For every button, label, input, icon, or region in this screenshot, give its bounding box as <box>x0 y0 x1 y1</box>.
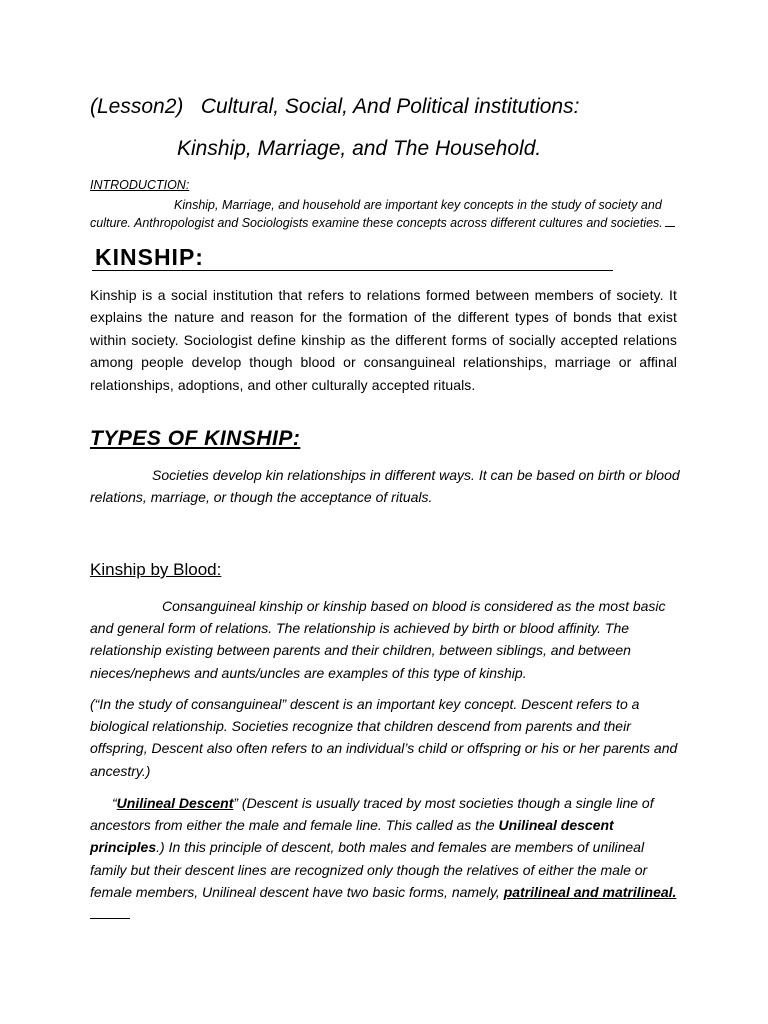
trailing-underline <box>90 906 130 919</box>
types-of-kinship-text: Societies develop kin relationships in different ways. It can be based on birth or blood relations, marriage, or though the acceptance of rituals. <box>90 467 680 506</box>
descent-forms-term: patrilineal and matrilineal. <box>503 883 677 900</box>
kinship-by-blood-text: Consanguineal kinship or kinship based on blood is considered as the most basic and general form of relations. The relationship is achieved by birth or blood affinity. The relationship existing between parents and their children, between siblings, and between nieces/nephews and aunts/uncles are examples of this type of kinship. <box>90 598 666 681</box>
unilineal-text-1: ” (Descent is usually traced by most societies though a single line of ancestors from either the male and female line. This called as the <box>90 795 654 834</box>
introduction-text <box>90 196 680 232</box>
unilineal-descent-paragraph <box>90 792 680 925</box>
kinship-heading: KINSHIP: <box>92 244 613 271</box>
kinship-paragraph: Kinship is a social institution that refers to relations formed between members of society. It explains the nature and reason for the formation of the different types of bonds that exist within society. Sociologist define kinship as the different forms of socially accepted relations among people develop though blood or consanguineal relationships, marriage or affinal relationships, adoptions, and other culturally accepted rituals. <box>90 287 677 393</box>
open-quote: “ <box>112 795 117 811</box>
introduction-label: INTRODUCTION: <box>90 178 190 192</box>
introduction-body: Kinship, Marriage, and household are important key concepts in the study of society and culture. Anthropologist and Sociologists examine these concepts across different cultures and societies. <box>90 198 663 230</box>
lesson-subtitle: Kinship, Marriage, and The Household. <box>177 137 542 160</box>
unilineal-principles-term: Unilineal descent principles <box>90 817 614 856</box>
unilineal-descent-term: Unilineal Descent <box>116 795 234 811</box>
types-of-kinship-paragraph <box>90 464 680 509</box>
types-of-kinship-heading: TYPES OF KINSHIP: <box>90 427 301 450</box>
kinship-by-blood-paragraph <box>90 595 680 684</box>
lesson-title: (Lesson2) Cultural, Social, And Political institutions: <box>90 95 580 118</box>
unilineal-text-2: .) In this principle of descent, both males and females are members of unilineal family but their descent lines are recognized only though the relatives of either the male or female members, Unilineal descent have two basic forms, namely, <box>90 839 648 900</box>
descent-paragraph: (“In the study of consanguineal” descent is an important key concept. Descent refers to a biological relationship. Societies recognize that children descend from parents and their offspring, Descent also often refers to an individual’s child or offspring or his or her parents and ancestry.) <box>90 696 678 779</box>
kinship-by-blood-heading: Kinship by Blood: <box>90 560 222 579</box>
